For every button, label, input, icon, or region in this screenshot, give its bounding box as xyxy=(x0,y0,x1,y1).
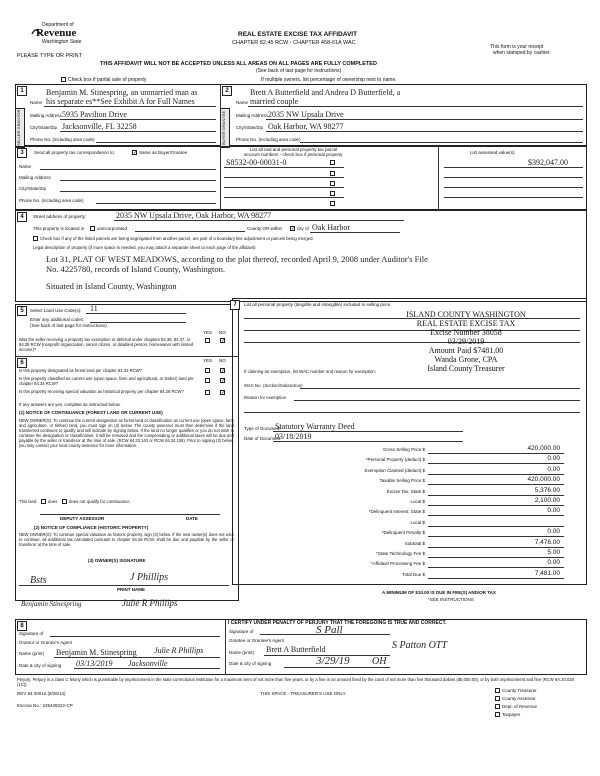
seller-phone-rule xyxy=(96,142,216,143)
yes-header-6: YES xyxy=(203,358,213,363)
grantor-name-label: Name (print) xyxy=(19,651,45,656)
section-3-number: 3 xyxy=(17,148,27,158)
buyer-city-rule xyxy=(266,131,583,132)
fee-value[interactable]: 420,000.00 xyxy=(527,445,560,452)
forest-no[interactable]: ✓ xyxy=(221,368,226,374)
treasurer-only: THIS SPACE - TREASURER'S USE ONLY xyxy=(260,691,346,696)
grantor-city[interactable]: Jacksonville xyxy=(128,659,168,668)
stamp-line-3: Excise Number 38058 xyxy=(430,328,502,337)
fee-label: *Personal Property (deduct) $ xyxy=(365,457,425,462)
s3-divider-b xyxy=(438,146,439,210)
no-header-6: NO xyxy=(219,358,226,363)
copy-taxpayer: Taxpayer xyxy=(502,712,521,717)
doc-type-label: Type of Document xyxy=(244,426,281,431)
s3-mailing-rule xyxy=(60,180,216,181)
city-of-value[interactable]: Oak Harbor xyxy=(312,223,350,232)
fee-rule xyxy=(428,453,564,454)
doc-date-label: Date of Document xyxy=(244,436,281,441)
notice-2-title: (2) NOTICE OF COMPLIANCE (HISTORIC PROPERTY) xyxy=(34,525,149,530)
grantor-date-label: Date & city of signing xyxy=(19,663,62,668)
fee-rule xyxy=(428,536,564,537)
land-use-code[interactable]: 11 xyxy=(90,304,98,313)
county-within-label: County OR within xyxy=(247,226,283,231)
answer-note: If any answers are yes, complete as instructed below. xyxy=(19,402,121,407)
dept-line1: Department of xyxy=(42,22,74,28)
grantee-signature-2[interactable]: S Patton OTT xyxy=(392,640,448,651)
exemption-no[interactable]: ✓ xyxy=(221,338,226,344)
buyer-side-label: BUYER GRANTEE xyxy=(220,108,230,148)
exemption-label: If claiming an exemption, list WAC number and reason for exemption: xyxy=(244,369,376,374)
fee-label: Local $ xyxy=(410,499,425,504)
print-name-label: PRINT NAME xyxy=(117,587,145,592)
land-use-rule xyxy=(86,313,186,314)
personal-prop-checkbox-5[interactable] xyxy=(330,201,335,206)
dept-line2: Revenue xyxy=(36,27,77,39)
perjury-statement: Perjury: Perjury is a class C felony which is punishable by imprisonment in the state correctional institution for a maximum term of not more than five years, or by a fine in an amount fixed by the court of not more than five thousand dollars ($5,000.00), or by both imprisonment and fine (RCW 9A.20.020 (1C)). xyxy=(17,677,574,687)
owner-sig-rule xyxy=(19,585,229,586)
section-8-divider xyxy=(225,619,226,675)
section-4-number: 4 xyxy=(17,212,27,222)
street-rule xyxy=(114,220,404,221)
reason-label: Reason for exemption xyxy=(244,395,287,400)
grantee-city[interactable]: OH xyxy=(372,656,387,667)
minimum-note: A MINIMUM OF $10.00 IS DUE IN FEE(S) AND/OR TAX xyxy=(382,590,496,595)
historic-yes[interactable] xyxy=(205,390,210,395)
does-not-label: does not qualify for continuance. xyxy=(69,499,131,504)
grantee-date-rule xyxy=(284,667,390,668)
fee-label: *Affidavit Processing Fee $ xyxy=(371,561,425,566)
boundary-checkbox[interactable] xyxy=(33,236,38,241)
stamp-line-7: Island County Treasurer xyxy=(427,364,505,373)
parcel-rule-3 xyxy=(224,187,344,188)
fee-value[interactable]: 0.00 xyxy=(547,559,560,566)
fee-rule xyxy=(428,526,564,527)
buyer-mailing-label: Mailing Address xyxy=(236,113,268,118)
buyer-city[interactable]: Oak Harbor, WA 98277 xyxy=(268,122,344,131)
street-address[interactable]: 2035 NW Upsala Drive, Oak Harbor, WA 98277 xyxy=(116,211,272,220)
personal-prop-checkbox-4[interactable] xyxy=(330,191,335,196)
seller-name-label: Name xyxy=(30,100,43,105)
grantee-sig-rule xyxy=(260,634,390,635)
reason-rule-2 xyxy=(244,412,580,413)
form-instructions: (See back of last page for instructions) xyxy=(256,68,342,74)
copy-treasurer: County Treasurer xyxy=(502,688,537,693)
copy-assessor-checkbox[interactable] xyxy=(495,696,500,701)
parcel-rule-4 xyxy=(224,197,344,198)
print-name-1[interactable]: Benjamin Stinespring xyxy=(21,600,82,608)
seller-name-line2[interactable]: his separate es**See Exhibit A for Full Names xyxy=(46,97,195,106)
fee-label: Local $ xyxy=(410,520,425,525)
section-8-number: 8 xyxy=(17,621,27,631)
buyer-name-rule xyxy=(248,106,583,107)
owner-signature-2[interactable]: J Phillips xyxy=(130,572,169,583)
copy-treasurer-checkbox[interactable] xyxy=(495,688,500,693)
fee-label: Exemption Claimed (deduct) $ xyxy=(364,468,425,473)
parcel-rule-1 xyxy=(224,167,344,168)
exemption-yes[interactable] xyxy=(205,338,210,343)
historic-question: Is this property receiving special valuation as historical property per chapter 84.26 RCW? xyxy=(19,389,184,394)
parcel-header-1: List all real and personal property tax parcel xyxy=(250,147,338,152)
fee-label: Gross Selling Price $ xyxy=(382,447,425,452)
section-1-number: 1 xyxy=(17,86,27,96)
fee-rule xyxy=(428,557,564,558)
s3-phone-label: Phone No. (including area code) xyxy=(19,198,84,203)
assessed-rule-2 xyxy=(444,177,583,178)
assessor-sig-rule xyxy=(40,514,220,515)
doc-date-rule xyxy=(273,441,463,442)
buyer-name-line1[interactable]: Brett A Butterfield and Andrea D Butterfield, a xyxy=(250,88,401,97)
stamp-line-1: ISLAND COUNTY WASHINGTON xyxy=(406,310,526,319)
owner-signature-label: (3) OWNER(S) SIGNATURE xyxy=(88,558,146,563)
receipt-note1: This form is your receipt xyxy=(490,44,544,50)
copy-revenue: Dept. of Revenue xyxy=(502,704,538,709)
fee-value[interactable]: 0.00 xyxy=(547,528,560,535)
forest-question: Is this property designated as forest land per chapter 84.33 RCW? xyxy=(19,368,142,373)
no-header: NO xyxy=(219,330,226,335)
fee-value[interactable]: 2,100.00 xyxy=(534,497,560,504)
stamp-line-2: REAL ESTATE EXCISE TAX xyxy=(416,319,516,328)
legal-label: Legal description of property (if more space is needed, you may attach a separate sheet to each page of the affidavit) xyxy=(33,245,256,250)
doc-type[interactable]: Statutory Warranty Deed xyxy=(275,422,355,431)
section-6-rule xyxy=(15,356,239,357)
copy-revenue-checkbox[interactable] xyxy=(495,704,500,709)
buyer-phone-label: Phone No. (including area code) xyxy=(236,137,301,142)
s3-divider-a xyxy=(220,146,221,210)
seller-side-label: SELLER GRANTOR xyxy=(15,108,25,148)
fee-value[interactable]: 0.00 xyxy=(547,455,560,462)
copy-assessor: County Assessor xyxy=(502,696,536,701)
buyer-mailing[interactable]: 2035 NW Upsala Drive xyxy=(268,110,344,119)
city-of-rule xyxy=(310,232,400,233)
s3-city-rule xyxy=(60,191,216,192)
personal-prop-checkbox-3[interactable] xyxy=(330,181,335,186)
buyer-city-label: City/State/Zip xyxy=(236,125,264,130)
stamp-line-4: 03/29/2019 xyxy=(447,337,485,346)
current-use-yes[interactable] xyxy=(205,378,210,383)
personal-prop-checkbox-2[interactable] xyxy=(330,171,335,176)
fee-label: *Delinquent Penalty $ xyxy=(381,530,425,535)
stamp-line-6: Wanda Grone, CPA xyxy=(434,355,498,364)
same-as-buyer-checkbox[interactable]: ✓ xyxy=(133,150,138,156)
s3-mailing-label: Mailing Address xyxy=(19,175,51,180)
partial-sale-label: Check box if partial sale of property xyxy=(68,77,147,83)
wac-label: WAC No. (Section/Subsection) xyxy=(244,383,303,388)
partial-sale-checkbox[interactable] xyxy=(61,77,66,82)
fee-value[interactable]: 5,376.00 xyxy=(534,487,560,494)
legal-line-3[interactable]: Situated in Island County, Washington xyxy=(46,281,177,291)
personal-property-label: List all personal property (tangible and intangible) included in selling price. xyxy=(244,302,392,307)
see-back-label: (See back of last page for instructions) xyxy=(30,323,107,328)
seller-mailing[interactable]: 5935 Pavilion Drive xyxy=(62,110,127,119)
grantor-name[interactable]: Benjamin M. Stinespring xyxy=(56,648,137,657)
seller-mailing-label: Mailing Address xyxy=(30,113,62,118)
land-use-label: Select Land Use Code(s): xyxy=(30,308,82,313)
certify-statement: I CERTIFY UNDER PENALTY OF PERJURY THAT THE FOREGOING IS TRUE AND CORRECT. xyxy=(228,620,447,626)
grantor-sig-label: Signature of xyxy=(19,631,44,636)
reason-rule-1 xyxy=(294,400,580,401)
print-name-2[interactable]: Julie R Phillips xyxy=(122,598,178,608)
dept-line3: Washington State xyxy=(42,39,82,45)
fee-value[interactable]: 7,476.00 xyxy=(534,539,560,546)
section-2-number: 2 xyxy=(222,86,232,96)
seller-phone-label: Phone No. (including area code) xyxy=(30,137,95,142)
additional-codes-label: Enter any additional codes: xyxy=(30,317,85,322)
send-correspondence-label: Send all property tax correspondence to: xyxy=(34,150,116,155)
same-as-buyer-label: Same as Buyer/Grantee xyxy=(139,150,188,155)
fee-label: Total Due $ xyxy=(402,572,425,577)
parcel-rule-2 xyxy=(224,177,344,178)
forest-yes[interactable] xyxy=(205,368,210,373)
print-note: PLEASE TYPE OR PRINT xyxy=(17,53,83,59)
treasurer-stamp xyxy=(378,310,554,373)
s3-name-label: Name xyxy=(19,164,32,169)
fee-label: Excise Tax: State $ xyxy=(386,489,425,494)
fee-label: *Delinquent Interest: State $ xyxy=(368,509,425,514)
fee-rule xyxy=(428,578,564,579)
boundary-note: Check box if any of the listed parcels are being segregated from another parcel, are part of a boundary line adjustment or parcels being merged. xyxy=(40,236,314,241)
grantee-agent-label: Grantee or Grantee's Agent xyxy=(229,638,284,643)
date-label: DATE xyxy=(186,516,198,521)
s3-city-label: City/State/Zip xyxy=(19,186,47,191)
parcel-header-2: account numbers - check box if personal property xyxy=(244,152,343,157)
grantor-sig-rule xyxy=(50,636,220,637)
fee-label: Subtotal $ xyxy=(404,541,425,546)
personal-prop-checkbox-1[interactable] xyxy=(330,160,335,165)
fee-rule xyxy=(428,463,564,464)
wac-rule xyxy=(300,388,580,389)
form-chapter: CHAPTER 82.45 RCW - CHAPTER 458-61A WAC xyxy=(232,40,356,46)
fee-rule xyxy=(428,547,564,548)
fee-label: Taxable Selling Price $ xyxy=(379,478,425,483)
city-of-label: city of xyxy=(297,226,309,231)
escrow-number: Escrow No.: 245436022-CP xyxy=(17,703,73,708)
s3-phone-rule xyxy=(96,203,216,204)
grantee-name-label: Name (print) xyxy=(229,650,255,655)
city-of-checkbox[interactable]: ✓ xyxy=(291,226,296,232)
s3-name-rule xyxy=(40,169,216,170)
fee-value[interactable]: 7,481.00 xyxy=(534,570,560,577)
grantor-agent-label: Grantor or Grantor's Agent xyxy=(19,640,72,645)
assessed-value[interactable]: $392,047.00 xyxy=(528,158,568,167)
section-5-number: 5 xyxy=(17,306,27,316)
grantee-date[interactable]: 3/29/19 xyxy=(316,655,350,667)
grantee-name[interactable]: Brett A Butterfield xyxy=(266,645,326,654)
assessed-rule-4 xyxy=(444,197,583,198)
fee-rule xyxy=(428,484,564,485)
seller-city[interactable]: Jacksonville, FL 32258 xyxy=(62,122,137,131)
deputy-assessor-label: DEPUTY ASSESSOR xyxy=(60,516,105,521)
located-label: This property is located in xyxy=(33,226,85,231)
doc-date[interactable]: 03/18/2019 xyxy=(275,432,312,441)
fee-value[interactable]: 0.00 xyxy=(547,507,560,514)
land-does-label: This land xyxy=(19,499,37,504)
stamp-line-5: Amount Paid $7481.00 xyxy=(428,346,504,355)
current-use-question: Is this property classified as current use (open space, farm and agricultural, or timber) land per chapter 84.34 RCW? xyxy=(19,376,194,386)
fee-label: *State Technology Fee $ xyxy=(376,551,425,556)
buyer-name-label: Name xyxy=(236,100,249,105)
current-use-no[interactable]: ✓ xyxy=(221,378,226,384)
copy-taxpayer-checkbox[interactable] xyxy=(495,712,500,717)
seller-city-rule xyxy=(60,131,216,132)
notice-1-title: (1) NOTICE OF CONTINUANCE (FOREST LAND OR CURRENT USE) xyxy=(19,410,163,415)
receipt-note2: when stamped by cashier. xyxy=(493,50,551,56)
buyer-mailing-rule xyxy=(266,119,583,120)
multiple-owners-note: If multiple owners, list percentage of ownership next to name. xyxy=(261,77,397,83)
section-7-number: 7 xyxy=(230,300,240,310)
grantor-hw-name[interactable]: Julie R Phillips xyxy=(154,646,204,655)
yes-header: YES xyxy=(203,330,213,335)
assessed-rule-1 xyxy=(444,167,583,168)
historic-no[interactable]: ✓ xyxy=(221,390,226,396)
does-checkbox[interactable] xyxy=(41,499,46,504)
parcel-number[interactable]: S8532-00-00031-0 xyxy=(226,158,287,167)
assessed-header: List assessed value(s) xyxy=(470,150,515,155)
does-not-checkbox[interactable] xyxy=(62,499,67,504)
unincorporated-label: unincorporated xyxy=(97,226,128,231)
fee-rule xyxy=(428,505,564,506)
fee-rule xyxy=(428,474,564,475)
seller-name-line1[interactable]: Benjamin M. Stinespring, an unmarried man as xyxy=(46,88,198,97)
form-title: REAL ESTATE EXCISE TAX AFFIDAVIT xyxy=(238,31,358,38)
see-instructions: *SEE INSTRUCTIONS xyxy=(428,597,474,602)
does-label: does xyxy=(48,499,58,504)
seller-city-label: City/State/Zip xyxy=(30,125,58,130)
buyer-name-line2[interactable]: married couple xyxy=(250,97,299,106)
legal-line-2[interactable]: No. 4225780, records of Island County, Washington. xyxy=(46,264,225,274)
fee-value[interactable]: 5.00 xyxy=(547,549,560,556)
seller-name-rule xyxy=(44,106,216,107)
fee-rule xyxy=(428,495,564,496)
exemption-question: Was the seller receiving a property tax exemption or deferral under chapters 84.36, 84.37, or 84.38 RCW (nonprofit organization, senior citizen, or disabled person, homeowner with limited income)? xyxy=(19,337,194,352)
rev-number: REV 84 0001a (8/26/14) xyxy=(17,691,66,696)
grantor-date[interactable]: 03/13/2019 xyxy=(76,659,113,668)
buyer-phone-rule xyxy=(300,142,583,143)
assessed-rule-3 xyxy=(444,187,583,188)
fee-rule xyxy=(428,515,564,516)
seller-mailing-rule xyxy=(60,119,216,120)
grantee-sig-label: Signature of xyxy=(229,629,254,634)
legal-line-1[interactable]: Lot 31, PLAT OF WEST MEADOWS, according to the plat thereof, recorded April 9, 2008 under Auditor's File xyxy=(46,254,428,264)
grantee-date-label: Date & city of signing xyxy=(229,661,272,666)
street-label: Street address of property: xyxy=(33,214,87,219)
grantee-signature[interactable]: S Pall xyxy=(316,624,343,636)
revenue-logo xyxy=(16,20,86,54)
fee-value[interactable]: 0.00 xyxy=(547,466,560,473)
section-6-number: 6 xyxy=(17,358,27,368)
grantor-date-rule xyxy=(74,668,220,669)
fee-rule xyxy=(428,567,564,568)
form-warning: THIS AFFIDAVIT WILL NOT BE ACCEPTED UNLESS ALL AREAS ON ALL PAGES ARE FULLY COMPLETED xyxy=(100,61,377,67)
county-rule xyxy=(135,231,245,232)
notice-2-text: NEW OWNER(S): To continue special valuation as historic property, sign (3) below. If the new owner(s) does not wish to continue, all additional tax calculated pursuant to chapter 84.26 RCW, shall be due and payable by the seller or transferor at the time of sale. xyxy=(19,532,234,547)
notice-1-text: NEW OWNER(S): To continue the current designation as forest land or classification as current use (open space, farm and agriculture, or timber) land, you must sign on (3) below. The county assessor must then determine if the land transferred continues to qualify and will indicate by signing below. If the land no longer qualifies or you do not wish to continue the designation or classification, it will be removed and the compensating or additional taxes will be due and payable by the seller or transferor at the time of sale. (RCW 84.33.140 or RCW 84.34.108). Prior to signing (3) below, you may contact your local county assessor for more information. xyxy=(19,418,234,448)
grantor-name-rule xyxy=(54,657,220,658)
unincorporated-checkbox[interactable] xyxy=(90,226,95,231)
owner-signature-1[interactable]: Bsts xyxy=(30,575,47,586)
fee-value[interactable]: 420,000.00 xyxy=(527,476,560,483)
